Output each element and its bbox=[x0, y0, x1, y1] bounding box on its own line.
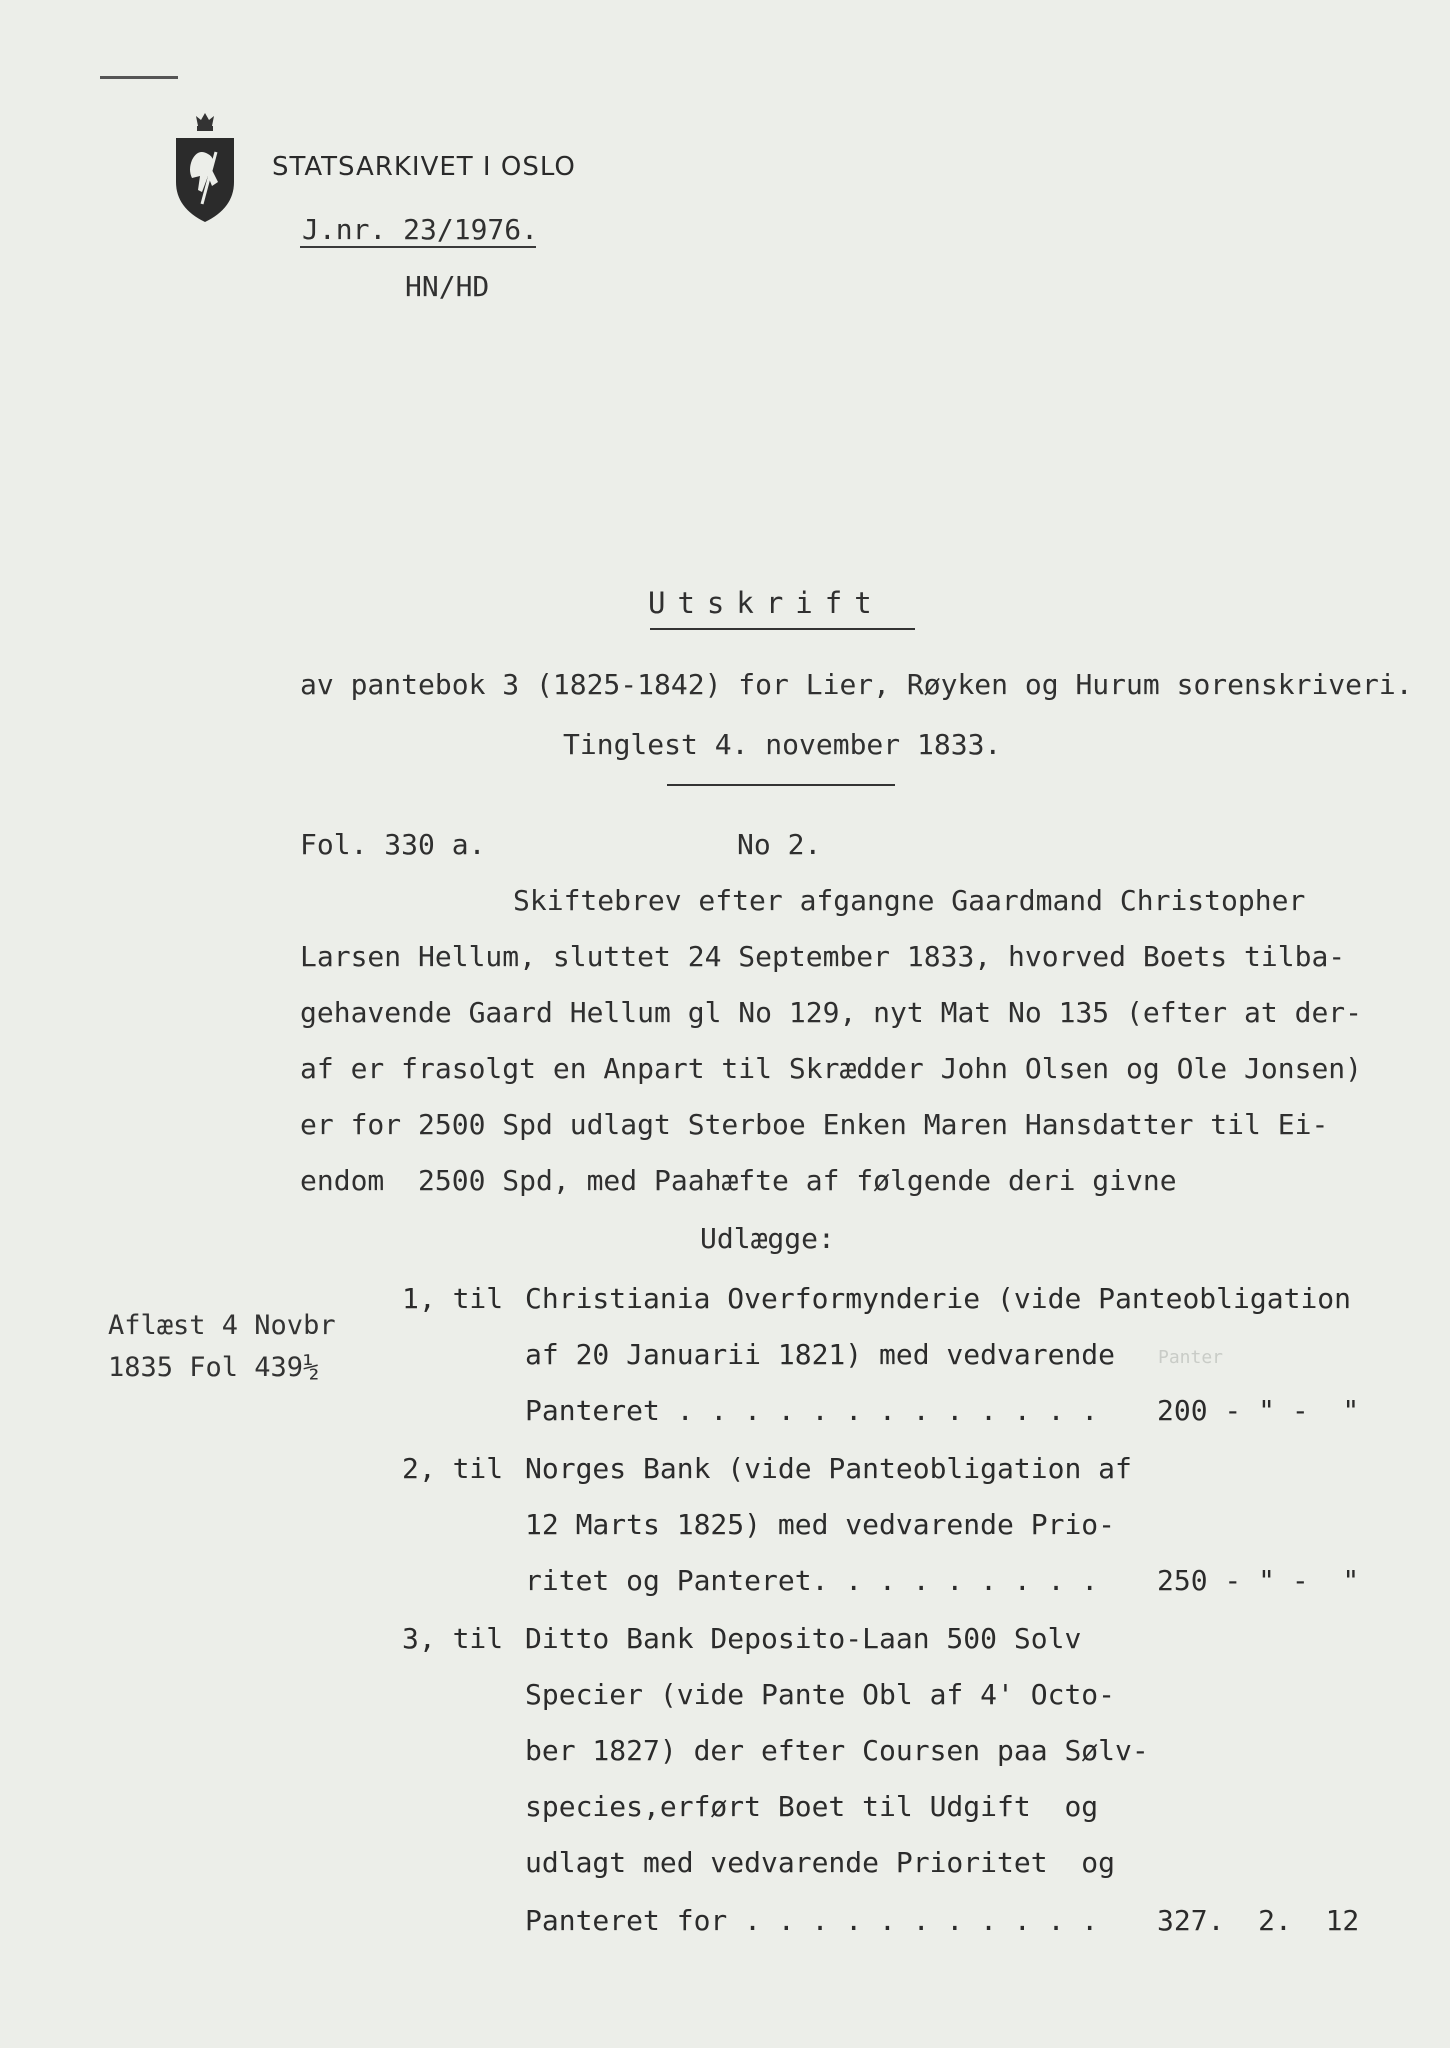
section-rule bbox=[667, 784, 895, 786]
entry-number: No 2. bbox=[737, 828, 822, 861]
body-line: Skiftebrev efter afgangne Gaardmand Christopher bbox=[513, 884, 1306, 917]
entry-line: Norges Bank (vide Panteobligation af bbox=[525, 1452, 1132, 1485]
registration-date: Tinglest 4. november 1833. bbox=[563, 728, 1002, 761]
body-line: endom 2500 Spd, med Paahæfte af følgende deri givne bbox=[300, 1164, 1177, 1197]
body-line: er for 2500 Spd udlagt Sterboe Enken Maren Hansdatter til Ei- bbox=[300, 1108, 1329, 1141]
margin-note-line: 1835 Fol 439½ bbox=[108, 1352, 320, 1383]
journal-number: J.nr. 23/1976. bbox=[302, 213, 539, 246]
body-line: af er frasolgt en Anpart til Skrædder John Olsen og Ole Jonsen) bbox=[300, 1052, 1363, 1085]
body-line: gehavende Gaard Hellum gl No 129, nyt Mat No 135 (efter at der- bbox=[300, 996, 1363, 1029]
entry-index: 2, til bbox=[402, 1452, 504, 1485]
title-underline bbox=[650, 628, 915, 630]
entry-line: Specier (vide Pante Obl af 4' Octo- bbox=[525, 1678, 1116, 1711]
entry-line: 12 Marts 1825) med vedvarende Prio- bbox=[525, 1508, 1116, 1541]
faint-bleedthrough-text: Panter bbox=[1158, 1347, 1224, 1368]
entry-line: ber 1827) der efter Coursen paa Sølv- bbox=[525, 1734, 1149, 1767]
entry-line: species,erført Boet til Udgift og bbox=[525, 1790, 1099, 1823]
entry-amount: 200 - " - " bbox=[1157, 1394, 1360, 1427]
entry-line: Ditto Bank Deposito-Laan 500 Solv bbox=[525, 1622, 1082, 1655]
margin-note-line: Aflæst 4 Novbr bbox=[108, 1310, 336, 1341]
journal-underline bbox=[300, 246, 536, 248]
source-description: av pantebok 3 (1825-1842) for Lier, Røyken og Hurum sorenskriveri. bbox=[300, 668, 1413, 701]
entry-index: 3, til bbox=[402, 1622, 504, 1655]
section-heading: Udlægge: bbox=[700, 1222, 835, 1255]
document-title: Utskrift bbox=[648, 586, 884, 620]
folio-reference: Fol. 330 a. bbox=[300, 828, 486, 861]
entry-line: ritet og Panteret. . . . . . . . . bbox=[525, 1564, 1099, 1597]
entry-index: 1, til bbox=[402, 1282, 504, 1315]
entry-line: Panteret for . . . . . . . . . . . bbox=[525, 1904, 1099, 1937]
initials: HN/HD bbox=[405, 270, 490, 303]
entry-amount: 327. 2. 12 bbox=[1157, 1904, 1360, 1937]
entry-line: Panteret . . . . . . . . . . . . . bbox=[525, 1394, 1099, 1427]
institution-name: STATSARKIVET I OSLO bbox=[272, 152, 576, 182]
body-line: Larsen Hellum, sluttet 24 September 1833, hvorved Boets tilba- bbox=[300, 940, 1346, 973]
norwegian-coat-of-arms-icon bbox=[172, 112, 238, 224]
entry-amount: 250 - " - " bbox=[1157, 1564, 1360, 1597]
entry-line: Christiania Overformynderie (vide Panteobligation bbox=[525, 1282, 1352, 1315]
binding-mark bbox=[100, 76, 178, 79]
entry-line: udlagt med vedvarende Prioritet og bbox=[525, 1846, 1116, 1879]
entry-line: af 20 Januarii 1821) med vedvarende bbox=[525, 1338, 1116, 1371]
